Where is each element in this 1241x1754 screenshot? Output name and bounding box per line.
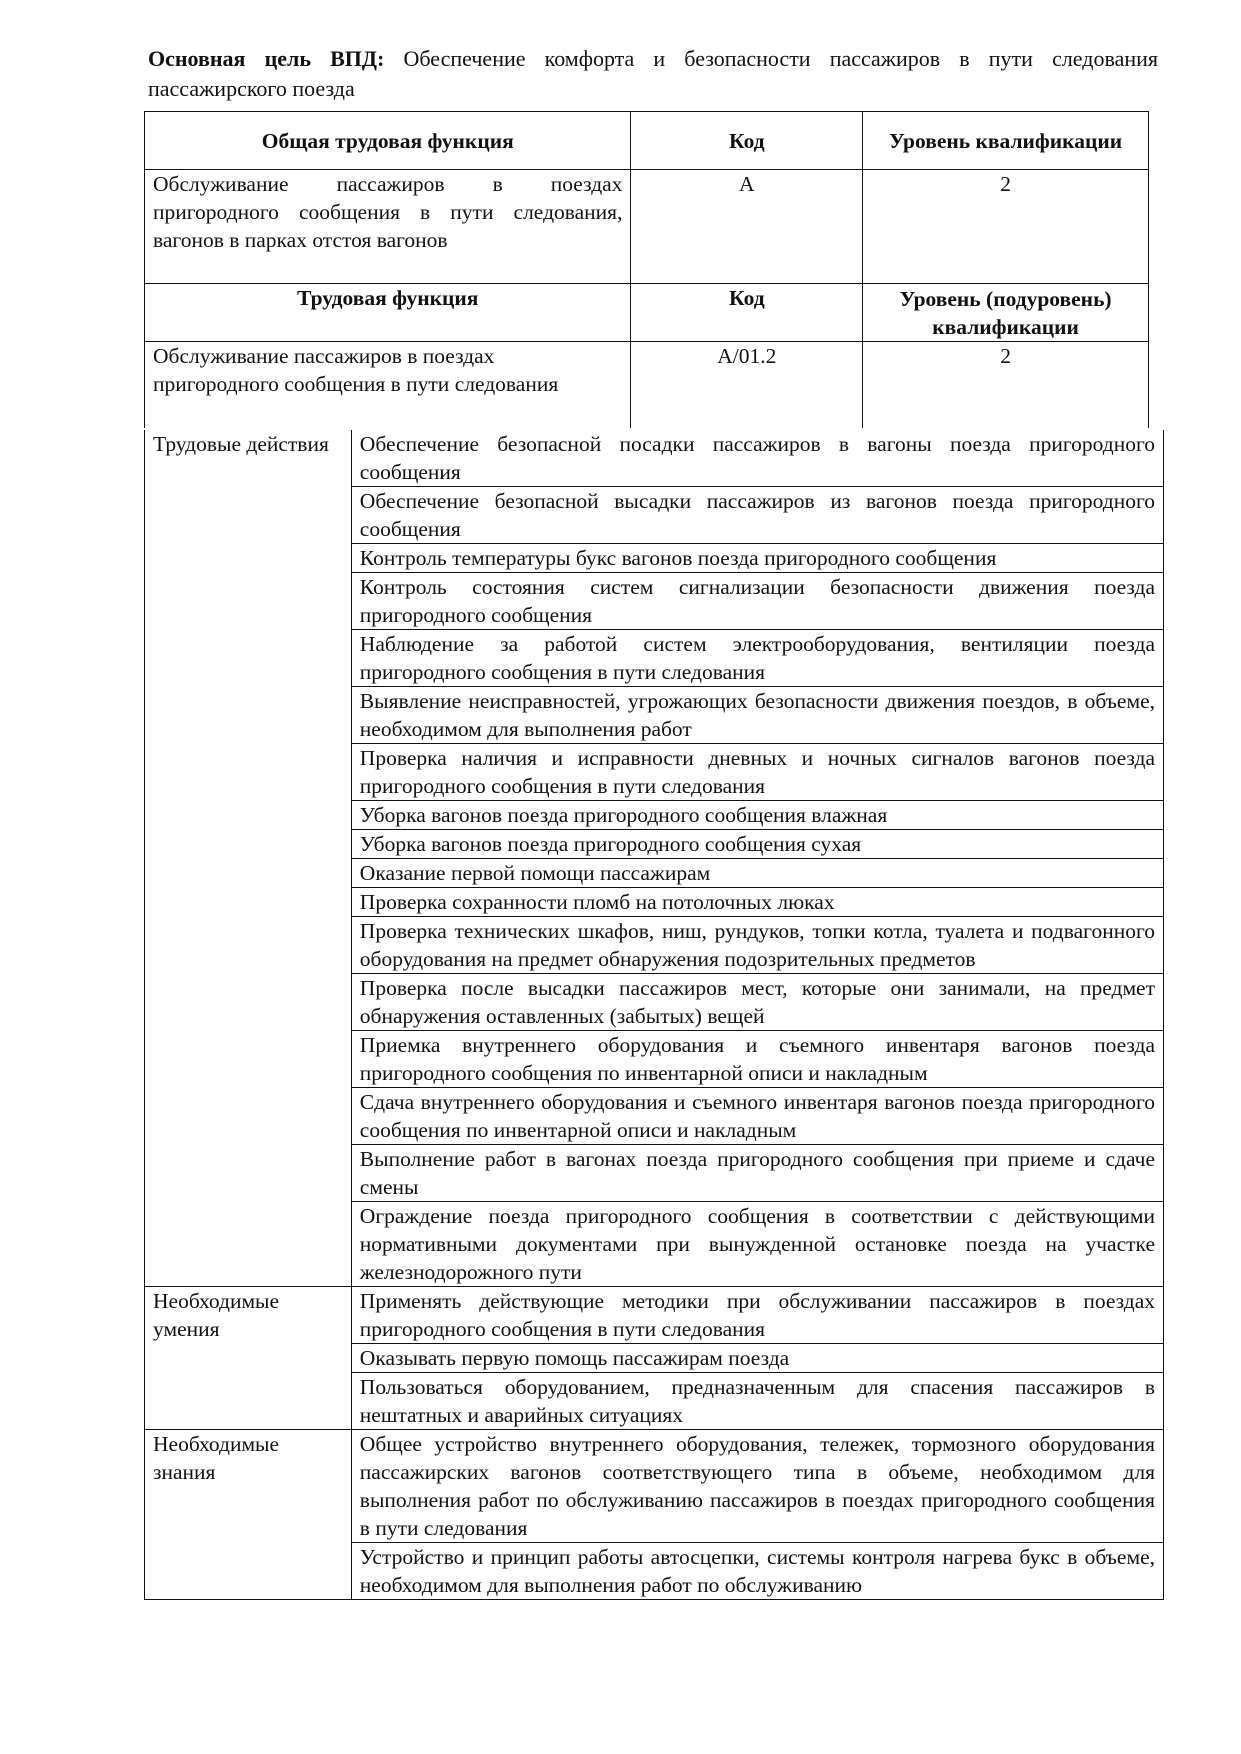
actions-item: Уборка вагонов поезда пригородного сообщения влажная [351,801,1163,830]
sub-header-row [145,284,1149,342]
actions-item: Проверка после высадки пассажиров мест, которые они занимали, на предмет обнаружения оставленных (забытых) вещей [351,974,1163,1031]
details-table [144,430,1164,1600]
header-code: Код [631,112,863,170]
actions-item: Наблюдение за работой систем электрооборудования, вентиляции поезда пригородного сообщения в пути следования [351,630,1163,687]
labor-function-level: 2 [863,342,1149,428]
actions-item: Контроль температуры букс вагонов поезда пригородного сообщения [351,544,1163,573]
skills-item: Пользоваться оборудованием, предназначенным для спасения пассажиров в нештатных и аварийных ситуациях [351,1373,1163,1430]
labor-function-row [145,342,1149,428]
header-row [145,112,1149,170]
actions-item: Проверка наличия и исправности дневных и ночных сигналов вагонов поезда пригородного сообщения в пути следования [351,744,1163,801]
section-label-skills: Необходимые умения [145,1287,352,1430]
section-label-knowledge: Необходимые знания [145,1430,352,1600]
knowledge-item: Устройство и принцип работы автосцепки, системы контроля нагрева букс в объеме, необходимом для выполнения работ по обслуживанию [351,1543,1163,1600]
general-function-level: 2 [863,170,1149,284]
header-qualification-level: Уровень квалификации [863,112,1149,170]
activity-goal [148,44,1158,104]
actions-item: Сдача внутреннего оборудования и съемного инвентаря вагонов поезда пригородного сообщения по инвентарной описи и накладным [351,1088,1163,1145]
actions-item: Оказание первой помощи пассажирам [351,859,1163,888]
actions-item: Ограждение поезда пригородного сообщения в соответствии с действующими нормативными документами при вынужденной остановке поезда на участке железнодорожного пути [351,1202,1163,1287]
actions-item: Приемка внутреннего оборудования и съемного инвентаря вагонов поезда пригородного сообщения по инвентарной описи и накладным [351,1031,1163,1088]
actions-item: Уборка вагонов поезда пригородного сообщения сухая [351,830,1163,859]
actions-item: Обеспечение безопасной высадки пассажиров из вагонов поезда пригородного сообщения [351,487,1163,544]
actions-item: Проверка технических шкафов, ниш, рундуков, топки котла, туалета и подвагонного оборудования на предмет обнаружения подозрительных предметов [351,917,1163,974]
table-row [145,1287,1164,1344]
actions-item: Проверка сохранности пломб на потолочных люках [351,888,1163,917]
actions-item: Выявление неисправностей, угрожающих безопасности движения поездов, в объеме, необходимом для выполнения работ [351,687,1163,744]
header-general-function: Общая трудовая функция [145,112,631,170]
section-label-actions: Трудовые действия [145,430,352,1287]
goal-text: Обеспечение комфорта и безопасности пассажиров в пути следования пассажирского поезда [148,46,1159,101]
general-function-code: А [631,170,863,284]
knowledge-item: Общее устройство внутреннего оборудования, тележек, тормозного оборудования пассажирских вагонов соответствующего типа в объеме, необходимом для выполнения работ по обслуживанию пассажиров в поездах пригородного сообщения в пути следования [351,1430,1163,1543]
labor-function-code: А/01.2 [631,342,863,428]
general-function-row [145,170,1149,284]
table-row [145,430,1164,487]
actions-item: Обеспечение безопасной посадки пассажиров в вагоны поезда пригородного сообщения [351,430,1163,487]
table-row [145,1430,1164,1543]
skills-item: Оказывать первую помощь пассажирам поезда [351,1344,1163,1373]
header-labor-function: Трудовая функция [145,284,631,342]
goal-label: Основная цель ВПД: [148,46,385,71]
general-function-table [144,111,1149,428]
skills-item: Применять действующие методики при обслуживании пассажиров в поездах пригородного сообщения в пути следования [351,1287,1163,1344]
actions-item: Контроль состояния систем сигнализации безопасности движения поезда пригородного сообщения [351,573,1163,630]
header-sub-code: Код [631,284,863,342]
actions-item: Выполнение работ в вагонах поезда пригородного сообщения при приеме и сдаче смены [351,1145,1163,1202]
general-function-name: Обслуживание пассажиров в поездах пригородного сообщения в пути следования, вагонов в парках отстоя вагонов [145,170,631,284]
labor-function-name: Обслуживание пассажиров в поездах пригородного сообщения в пути следования [145,342,631,428]
header-sublevel: Уровень (подуровень) квалификации [863,284,1149,342]
